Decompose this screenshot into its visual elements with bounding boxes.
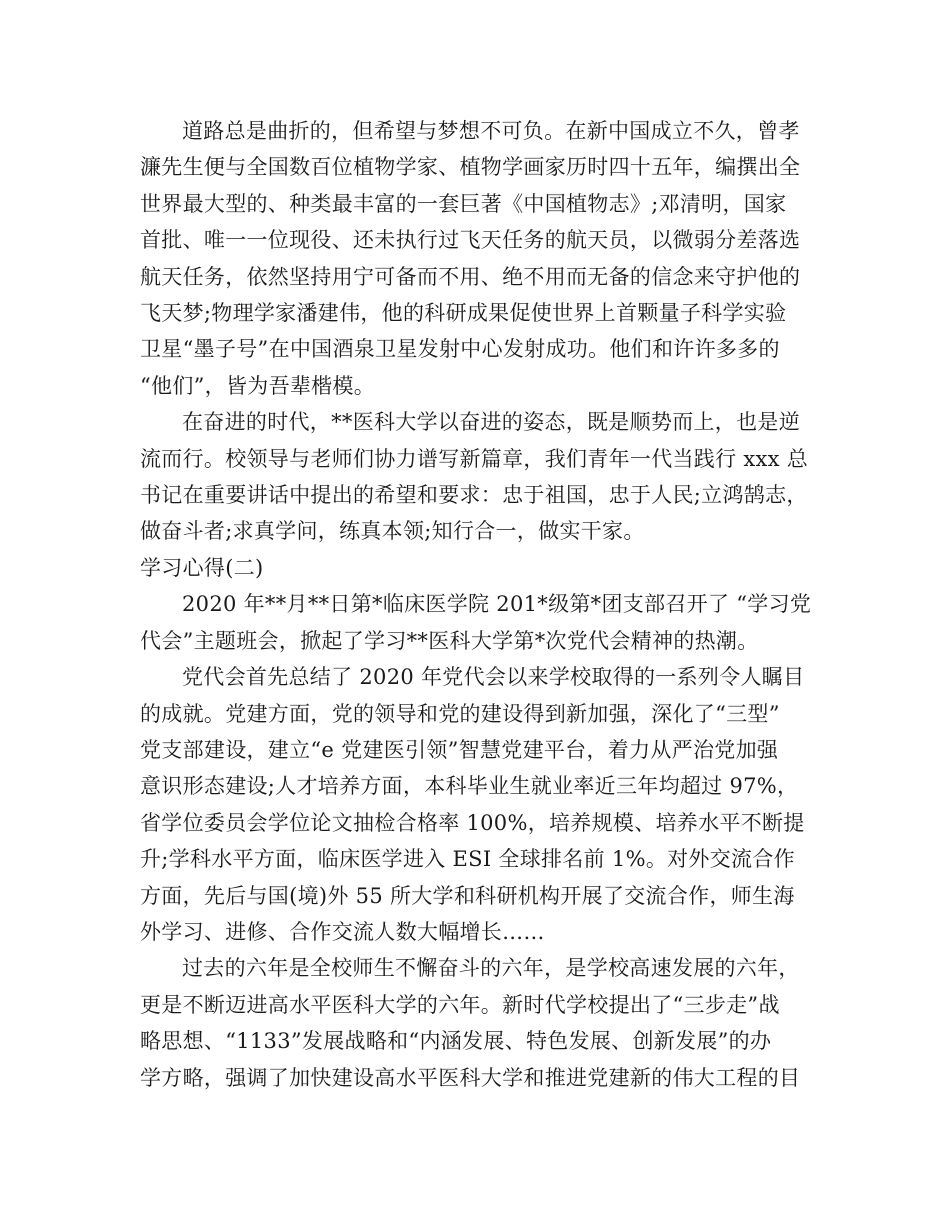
text-line: 学方略，强调了加快建设高水平医科大学和推进党建新的伟大工程的目 — [140, 1065, 801, 1090]
paragraph-role-models — [140, 113, 830, 404]
text-line: 首批、唯一一位现役、还未执行过飞天任务的航天员，以微弱分差落选 — [140, 228, 801, 253]
text-line: 的成就。党建方面，党的领导和党的建设得到新加强，深化了“三型” — [140, 701, 780, 726]
text-line: 航天任务，依然坚持用宁可备而不用、绝不用而无备的信念来守护他的 — [140, 264, 801, 289]
text-line: 省学位委员会学位论文抽检合格率 100%，培养规模、培养水平不断提 — [140, 810, 805, 835]
text-line: 做奋斗者;求真学问，练真本领;知行合一，做实干家。 — [140, 519, 645, 544]
paragraph-class-meeting — [140, 586, 830, 659]
paragraph-achievements — [140, 659, 830, 950]
document-body — [140, 113, 830, 1096]
text-line: 过去的六年是全校师生不懈奋斗的六年，是学校高速发展的六年， — [182, 956, 800, 981]
text-line: 卫星“墨子号”在中国酒泉卫星发射中心发射成功。他们和许许多多的 — [140, 337, 780, 362]
text-line: 升;学科水平方面，临床医学进入 ESI 全球排名前 1%。对外交流合作 — [140, 847, 795, 872]
paragraph-striving-era — [140, 404, 830, 550]
text-line: 代会”主题班会，掀起了学习**医科大学第*次党代会精神的热潮。 — [140, 628, 759, 653]
text-line: 更是不断迈进高水平医科大学的六年。新时代学校提出了“三步走”战 — [140, 992, 780, 1017]
text-line: 书记在重要讲话中提出的希望和要求：忠于祖国，忠于人民;立鸿鹄志， — [140, 483, 808, 508]
section-heading-text: 学习心得(二) — [140, 555, 264, 580]
text-line: 外学习、进修、合作交流人数大幅增长…… — [140, 919, 545, 944]
text-line: 世界最大型的、种类最丰富的一套巨著《中国植物志》;邓清明，国家 — [140, 191, 787, 216]
text-line: 党支部建设，建立“e 党建医引领”智慧党建平台，着力从严治党加强 — [140, 737, 779, 762]
text-line: “他们”，皆为吾辈楷模。 — [140, 373, 376, 398]
paragraph-six-years — [140, 950, 830, 1096]
text-line: 流而行。校领导与老师们协力谱写新篇章，我们青年一代当践行 xxx 总 — [140, 446, 809, 471]
text-line: 在奋进的时代，**医科大学以奋进的姿态，既是顺势而上，也是逆 — [182, 410, 800, 435]
text-line: 略思想、“1133”发展战略和“内涵发展、特色发展、创新发展”的办 — [140, 1029, 772, 1054]
text-line: 飞天梦;物理学家潘建伟，他的科研成果促使世界上首颗量子科学实验 — [140, 301, 787, 326]
text-line: 方面，先后与国(境)外 55 所大学和科研机构开展了交流合作，师生海 — [140, 883, 795, 908]
text-line: 2020 年**月**日第*临床医学院 201*级第*团支部召开了 “学习党 — [182, 592, 812, 617]
section-heading — [140, 550, 830, 586]
text-line: 濂先生便与全国数百位植物学家、植物学画家历时四十五年，编撰出全 — [140, 155, 801, 180]
text-line: 党代会首先总结了 2020 年党代会以来学校取得的一系列令人瞩目 — [182, 665, 805, 690]
text-line: 道路总是曲折的，但希望与梦想不可负。在新中国成立不久，曾孝 — [182, 119, 800, 143]
text-line: 意识形态建设;人才培养方面，本科毕业生就业率近三年均超过 97%， — [140, 774, 799, 799]
